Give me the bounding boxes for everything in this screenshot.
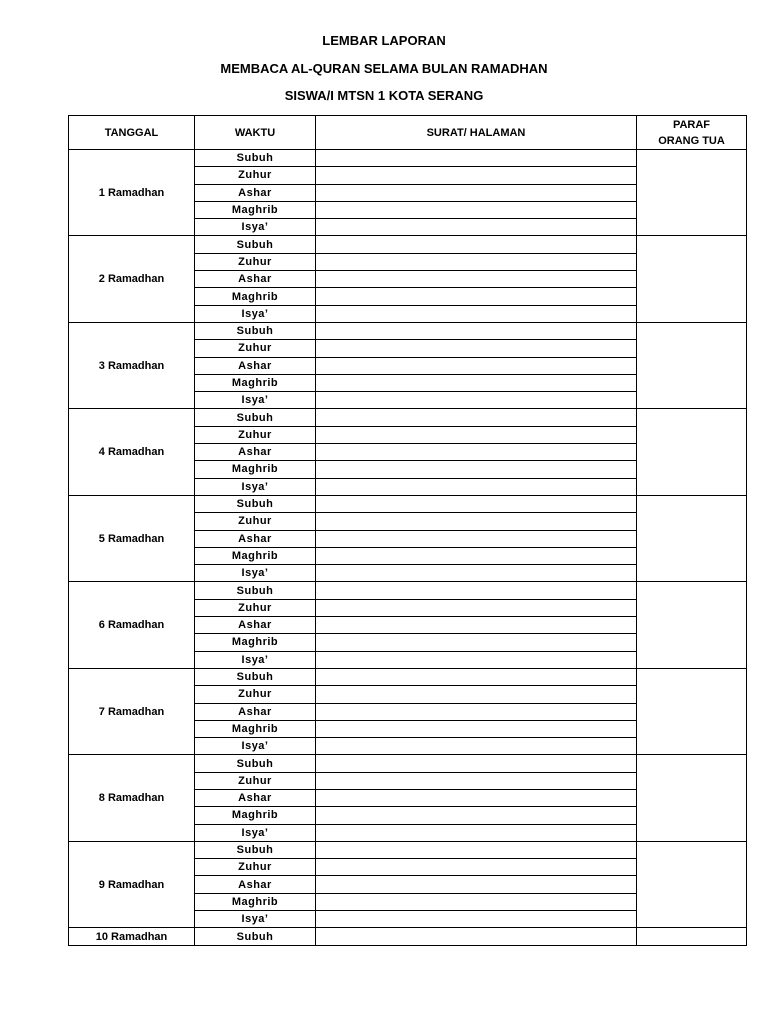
surat-halaman-entry-cell[interactable] — [316, 599, 637, 616]
table-row — [69, 322, 747, 339]
column-header-waktu: WAKTU — [195, 116, 316, 150]
surat-halaman-entry-cell[interactable] — [316, 374, 637, 391]
prayer-time-cell: Subuh — [195, 928, 316, 945]
prayer-time-cell: Maghrib — [195, 807, 316, 824]
document-title: LEMBAR LAPORAN — [322, 33, 446, 48]
prayer-time-cell: Isya’ — [195, 911, 316, 928]
surat-halaman-entry-cell[interactable] — [316, 288, 637, 305]
surat-halaman-entry-cell[interactable] — [316, 876, 637, 893]
table-row — [69, 236, 747, 253]
prayer-time-cell: Subuh — [195, 668, 316, 685]
surat-halaman-entry-cell[interactable] — [316, 668, 637, 685]
prayer-time-cell: Ashar — [195, 184, 316, 201]
prayer-time-cell: Isya’ — [195, 651, 316, 668]
parent-signature-cell[interactable] — [637, 150, 747, 236]
parent-signature-cell[interactable] — [637, 236, 747, 322]
prayer-time-cell: Isya’ — [195, 738, 316, 755]
day-cell: 2 Ramadhan — [69, 236, 195, 322]
table-header-row — [69, 116, 747, 150]
prayer-time-cell: Zuhur — [195, 513, 316, 530]
surat-halaman-entry-cell[interactable] — [316, 253, 637, 270]
surat-halaman-entry-cell[interactable] — [316, 634, 637, 651]
prayer-time-cell: Subuh — [195, 755, 316, 772]
parent-signature-cell[interactable] — [637, 668, 747, 754]
prayer-time-cell: Subuh — [195, 236, 316, 253]
table-row — [69, 928, 747, 945]
reading-log-table — [68, 115, 747, 946]
prayer-time-cell: Isya’ — [195, 305, 316, 322]
parent-signature-cell[interactable] — [637, 409, 747, 495]
surat-halaman-entry-cell[interactable] — [316, 426, 637, 443]
prayer-time-cell: Subuh — [195, 409, 316, 426]
surat-halaman-entry-cell[interactable] — [316, 478, 637, 495]
day-cell: 1 Ramadhan — [69, 150, 195, 236]
prayer-time-cell: Subuh — [195, 322, 316, 339]
surat-halaman-entry-cell[interactable] — [316, 911, 637, 928]
prayer-time-cell: Subuh — [195, 582, 316, 599]
surat-halaman-entry-cell[interactable] — [316, 340, 637, 357]
surat-halaman-entry-cell[interactable] — [316, 392, 637, 409]
prayer-time-cell: Maghrib — [195, 634, 316, 651]
prayer-time-cell: Isya’ — [195, 392, 316, 409]
prayer-time-cell: Zuhur — [195, 772, 316, 789]
surat-halaman-entry-cell[interactable] — [316, 201, 637, 218]
surat-halaman-entry-cell[interactable] — [316, 703, 637, 720]
day-cell: 6 Ramadhan — [69, 582, 195, 668]
prayer-time-cell: Isya’ — [195, 565, 316, 582]
prayer-time-cell: Zuhur — [195, 686, 316, 703]
prayer-time-cell: Subuh — [195, 495, 316, 512]
prayer-time-cell: Subuh — [195, 841, 316, 858]
day-cell: 4 Ramadhan — [69, 409, 195, 495]
surat-halaman-entry-cell[interactable] — [316, 271, 637, 288]
prayer-time-cell: Zuhur — [195, 426, 316, 443]
prayer-time-cell: Maghrib — [195, 720, 316, 737]
surat-halaman-entry-cell[interactable] — [316, 357, 637, 374]
surat-halaman-entry-cell[interactable] — [316, 651, 637, 668]
surat-halaman-entry-cell[interactable] — [316, 530, 637, 547]
prayer-time-cell: Isya’ — [195, 824, 316, 841]
surat-halaman-entry-cell[interactable] — [316, 513, 637, 530]
prayer-time-cell: Ashar — [195, 703, 316, 720]
surat-halaman-entry-cell[interactable] — [316, 219, 637, 236]
prayer-time-cell: Maghrib — [195, 547, 316, 564]
surat-halaman-entry-cell[interactable] — [316, 738, 637, 755]
surat-halaman-entry-cell[interactable] — [316, 444, 637, 461]
surat-halaman-entry-cell[interactable] — [316, 461, 637, 478]
prayer-time-cell: Ashar — [195, 271, 316, 288]
parent-signature-cell[interactable] — [637, 495, 747, 581]
surat-halaman-entry-cell[interactable] — [316, 322, 637, 339]
surat-halaman-entry-cell[interactable] — [316, 167, 637, 184]
table-row — [69, 668, 747, 685]
surat-halaman-entry-cell[interactable] — [316, 617, 637, 634]
table-row — [69, 409, 747, 426]
column-header-tanggal: TANGGAL — [69, 116, 195, 150]
table-row — [69, 495, 747, 512]
surat-halaman-entry-cell[interactable] — [316, 236, 637, 253]
surat-halaman-entry-cell[interactable] — [316, 859, 637, 876]
surat-halaman-entry-cell[interactable] — [316, 184, 637, 201]
surat-halaman-entry-cell[interactable] — [316, 409, 637, 426]
prayer-time-cell: Maghrib — [195, 461, 316, 478]
surat-halaman-entry-cell[interactable] — [316, 495, 637, 512]
parent-signature-cell[interactable] — [637, 582, 747, 668]
surat-halaman-entry-cell[interactable] — [316, 772, 637, 789]
table-row — [69, 755, 747, 772]
prayer-time-cell: Zuhur — [195, 599, 316, 616]
prayer-time-cell: Maghrib — [195, 201, 316, 218]
prayer-time-cell: Ashar — [195, 876, 316, 893]
day-cell: 10 Ramadhan — [69, 928, 195, 945]
parent-signature-cell[interactable] — [637, 928, 747, 945]
surat-halaman-entry-cell[interactable] — [316, 841, 637, 858]
surat-halaman-entry-cell[interactable] — [316, 720, 637, 737]
prayer-time-cell: Maghrib — [195, 288, 316, 305]
column-header-paraf — [637, 116, 747, 150]
column-header-paraf-line1: PARAF — [672, 118, 711, 131]
prayer-time-cell: Isya’ — [195, 478, 316, 495]
prayer-time-cell: Ashar — [195, 357, 316, 374]
day-cell: 9 Ramadhan — [69, 841, 195, 927]
document-subtitle: MEMBACA AL-QURAN SELAMA BULAN RAMADHAN — [220, 61, 548, 76]
table-row — [69, 150, 747, 167]
prayer-time-cell: Ashar — [195, 530, 316, 547]
table-row — [69, 582, 747, 599]
day-cell: 7 Ramadhan — [69, 668, 195, 754]
prayer-time-cell: Ashar — [195, 617, 316, 634]
prayer-time-cell: Zuhur — [195, 859, 316, 876]
table-row — [69, 841, 747, 858]
prayer-time-cell: Zuhur — [195, 340, 316, 357]
surat-halaman-entry-cell[interactable] — [316, 686, 637, 703]
day-cell: 3 Ramadhan — [69, 322, 195, 408]
surat-halaman-entry-cell[interactable] — [316, 893, 637, 910]
surat-halaman-entry-cell[interactable] — [316, 807, 637, 824]
document-school-line: SISWA/I MTSN 1 KOTA SERANG — [284, 88, 484, 103]
surat-halaman-entry-cell[interactable] — [316, 547, 637, 564]
surat-halaman-entry-cell[interactable] — [316, 928, 637, 945]
day-cell: 8 Ramadhan — [69, 755, 195, 841]
prayer-time-cell: Subuh — [195, 150, 316, 167]
prayer-time-cell: Maghrib — [195, 374, 316, 391]
surat-halaman-entry-cell[interactable] — [316, 582, 637, 599]
column-header-paraf-line2: ORANG TUA — [658, 134, 725, 147]
surat-halaman-entry-cell[interactable] — [316, 755, 637, 772]
prayer-time-cell: Ashar — [195, 789, 316, 806]
parent-signature-cell[interactable] — [637, 322, 747, 408]
prayer-time-cell: Ashar — [195, 444, 316, 461]
column-header-surat: SURAT/ HALAMAN — [316, 116, 637, 150]
prayer-time-cell: Zuhur — [195, 253, 316, 270]
surat-halaman-entry-cell[interactable] — [316, 824, 637, 841]
day-cell: 5 Ramadhan — [69, 495, 195, 581]
surat-halaman-entry-cell[interactable] — [316, 565, 637, 582]
table-body — [69, 150, 747, 946]
parent-signature-cell[interactable] — [637, 755, 747, 841]
parent-signature-cell[interactable] — [637, 841, 747, 927]
prayer-time-cell: Zuhur — [195, 167, 316, 184]
prayer-time-cell: Isya’ — [195, 219, 316, 236]
prayer-time-cell: Maghrib — [195, 893, 316, 910]
surat-halaman-entry-cell[interactable] — [316, 789, 637, 806]
surat-halaman-entry-cell[interactable] — [316, 305, 637, 322]
surat-halaman-entry-cell[interactable] — [316, 150, 637, 167]
